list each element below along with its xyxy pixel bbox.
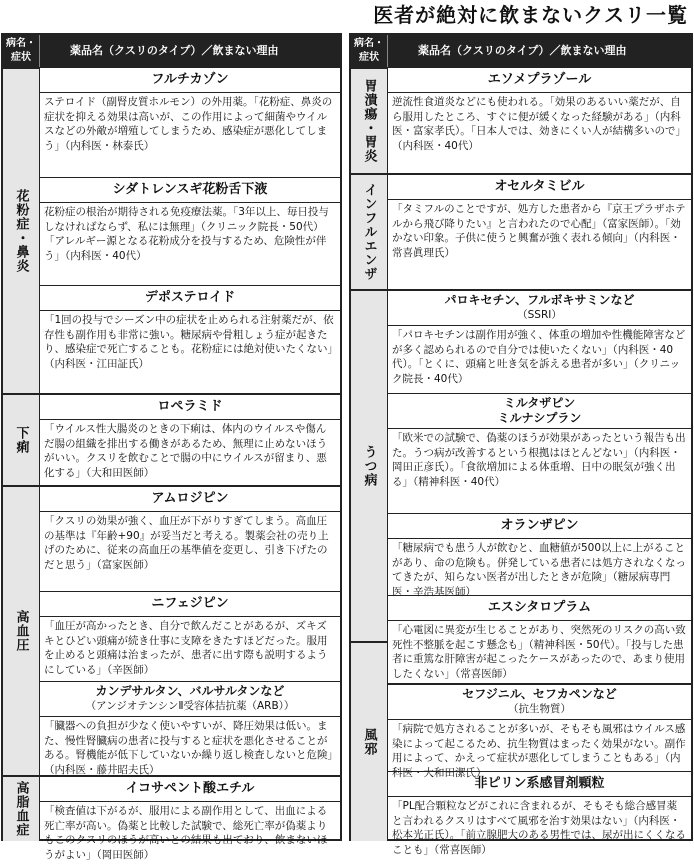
right-table — [349, 33, 693, 856]
category-cold: 風邪 — [351, 641, 387, 841]
drug-entry — [39, 485, 340, 591]
drug-reason: 「タミフルのことですが、処方した患者から『京王プラザホテルから飛び降りたい』と言われたので心配」（富家医師）。「効かない印象。子供に使うと興奮が強く表れる傾向」（内科医・常喜眞理氏） — [392, 203, 686, 259]
drug-reason: 「病院で処方されることが多いが、そもそも風邪はウイルス感染によって起こるため、抗生物質はまったく効果がない。副作用によって、かえって症状が悪化してしまうこともある」（内科医・大和田潔氏） — [392, 723, 686, 779]
drug-reason: 逆流性食道炎などにも使われる。「効果のあるいい薬だが、自ら服用したところ、すぐに便が緩くなった経験がある」（内科医・富家孝氏）。「日本人では、効きにくい人が結構多いので」（内科医・40代） — [392, 96, 686, 152]
category-header: 病名・症状 — [354, 38, 384, 63]
drug-name: フルチカゾン — [40, 68, 340, 93]
drug-entry — [39, 681, 340, 775]
drug-name: イコサペント酸エチル — [40, 777, 340, 802]
drug-reason: 花粉症の根治が期待される免疫療法薬。「3年以上、毎日投与しなければならず、私には無理」（クリニック院長・50代）「アレルギー源となる花粉成分を投与するため、危険性が伴う」（内科医・40代） — [44, 206, 329, 262]
drug-name: エスシタロプラム — [388, 596, 691, 621]
category-influenza: インフルエンザ — [351, 173, 387, 289]
drug-entry — [387, 67, 691, 173]
left-table — [1, 33, 342, 861]
drug-entry — [387, 595, 691, 683]
drug-entry — [39, 393, 340, 485]
drug-name: デポステロイド — [40, 286, 340, 311]
drug-reason: 「クスリの効果が強く、血圧が下がりすぎてしまう。高血圧の基準は『年齢+90』が妥当だと考える。製薬会社の売り上げのために、従来の高血圧の基準値を変更し、引き下げたのだと思う」（富家医師） — [44, 515, 329, 571]
drug-reason: 「欧米での試験で、偽薬のほうが効果があったという報告も出た。うつ病が改善するという根拠はほとんどない」（内科医・岡田正彦氏）。「食欲増加による体重増、日中の眠気が強く出る」（精神科医・40代） — [392, 432, 686, 488]
drug-entry — [387, 513, 691, 598]
drug-type: （アンジオテンシンⅡ受容体拮抗薬（ARB）） — [85, 700, 295, 712]
drug-name: オセルタミビル — [388, 175, 691, 200]
drug-reason: 「ウイルス性大腸炎のときの下痢は、体内のウイルスや傷んだ腸の組織を排出する働きがあるため、無理に止めないほうがいい。クスリを飲むことで腸の中にウイルスが留まり、悪化する」（大和田医師） — [44, 423, 328, 479]
drug-entry — [387, 683, 691, 779]
drug-entry — [387, 173, 691, 289]
category-hay-fever: 花粉症・鼻炎 — [3, 67, 39, 393]
category-depression: うつ病 — [351, 289, 387, 641]
drug-entry — [39, 177, 340, 285]
page-title: 医者が絶対に飲まないクスリ一覧 — [373, 3, 688, 27]
category-stomach-ulcer: 胃潰瘍・胃炎 — [351, 67, 387, 173]
category-hypertension: 高血圧 — [3, 485, 39, 775]
drug-reason: 「血圧が高かったとき、自分で飲んだことがあるが、ズキズキとひどい頭痛が続き仕事に支障をきたすほどだった。服用を止めると頭痛は治まったが、患者に出す際も説明するようにしている」（辛医師） — [44, 620, 328, 676]
drug-entry — [387, 393, 691, 513]
drug-type: （SSRI） — [517, 309, 562, 321]
drug-name: ニフェジピン — [40, 592, 340, 617]
drug-entry — [387, 289, 691, 393]
drug-reason: 「1回の投与でシーズン中の症状を止められる注射薬だが、依存性も副作用も非常に強い。糖尿病や骨粗しょう症が起きたり、感染症で死亡することも。花粉症には絶対使いたくない」（内科医・江田証氏） — [44, 314, 334, 370]
drug-reason: 「糖尿病でも患う人が飲むと、血糖値が500以上に上がることがあり、命の危険も。併発している患者には処方されなくなってきたが、知らない医者が出したときが危険」（糖尿病専門医・辛浩基医師） — [392, 542, 686, 598]
drug-name: パロキセチン、フルボキサミンなど （SSRI） — [388, 291, 691, 326]
drug-header: 薬品名（クスリのタイプ）／飲まない理由 — [39, 35, 340, 67]
drug-name: ミルタザピン ミルナシプラン — [388, 394, 691, 429]
drug-reason: 「パロキセチンは副作用が強く、体重の増加や性機能障害などが多く認められるので自分では使いたくない」（内科医・40代）。「とくに、頭痛と吐き気を訴える患者が多い」（クリニック院長・40代） — [392, 329, 686, 385]
drug-name: アムロジピン — [40, 487, 340, 512]
drug-name: 非ピリン系感冒剤顆粒 — [388, 772, 691, 797]
drug-header: 薬品名（クスリのタイプ）／飲まない理由 — [387, 35, 691, 67]
drug-reason: 「心電図に異変が生じることがあり、突然死のリスクの高い致死性不整脈を起こす懸念も」（精神科医・50代）。「投与した患者に重篤な肝障害が起こったケースがあったので、あまり使用したくない」（常喜医師） — [392, 624, 686, 680]
drug-entry — [39, 591, 340, 681]
drug-reason: 「臓器への負担が少なく使いやすいが、降圧効果は低い。また、慢性腎臓病の患者に投与すると症状を悪化させることがある。腎機能が低下していないか繰り返し検査しないと危険」（内科医・藤井昭夫氏） — [44, 720, 333, 776]
drug-name: エソメプラゾール — [388, 68, 691, 93]
drug-name: カンデサルタン、バルサルタンなど （アンジオテンシンⅡ受容体拮抗薬（ARB）） — [40, 682, 340, 717]
drug-entry — [39, 67, 340, 177]
drug-entry — [387, 771, 691, 856]
drug-name: ロペラミド — [40, 395, 340, 420]
drug-name: シダトレンスギ花粉舌下液 — [40, 178, 340, 203]
drug-name: セフジニル、セフカペンなど （抗生物質） — [388, 685, 691, 720]
category-diarrhea: 下痢 — [3, 393, 39, 485]
drug-reason: 「PL配合顆粒などがこれに含まれるが、そもそも総合感冒薬と言われるクスリはすべて風邪を治す効果はない」（内科医・松本光正氏）。「前立腺肥大のある男性では、尿が出にくくなることも」（常喜医師） — [392, 800, 686, 856]
drug-entry — [39, 285, 340, 393]
drug-name: オランザピン — [388, 514, 691, 539]
table-header — [351, 35, 691, 67]
drug-type: （抗生物質） — [508, 703, 571, 715]
table-header — [3, 35, 340, 67]
drug-reason: 「検査値は下がるが、服用による副作用として、出血による死亡率が高い。偽薬と比較した試験で、総死亡率が偽薬よりもこのクスリのほうが高いとの結果も出ており、飲まないほうがよい」（岡田医師） — [44, 805, 328, 861]
drug-reason: ステロイド（副腎皮質ホルモン）の外用薬。「花粉症、鼻炎の症状を抑える効果は高いが、この作用によって細菌やウイルスなどの外敵が増殖してしまうため、感染症が悪化してしまう」（内科医・林泰氏） — [44, 96, 333, 152]
category-hyperlipidemia: 高脂血症 — [3, 775, 39, 841]
category-header: 病名・症状 — [6, 38, 36, 63]
drug-entry — [39, 775, 340, 861]
